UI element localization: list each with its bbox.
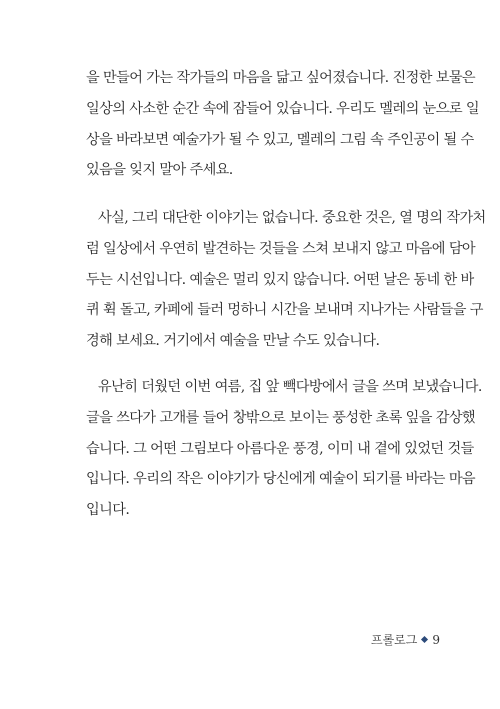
paragraph-line: 사실, 그리 대단한 이야기는 없습니다. 중요한 것은, 열 명의 작가처 <box>98 210 486 226</box>
diamond-bullet-icon <box>421 636 428 643</box>
paragraph-line: 퀴 휙 돌고, 카페에 들러 멍하니 시간을 보내며 지나가는 사람들을 구 <box>86 302 483 319</box>
paragraph-3 <box>86 372 482 526</box>
paragraph-line: 습니다. 그 어떤 그림보다 아름다운 풍경, 이미 내 곁에 있었던 것들 <box>86 440 474 457</box>
paragraph-line: 글을 쓰다가 고개를 들어 창밖으로 보이는 풍성한 초록 잎을 감상했 <box>86 409 476 426</box>
page-number: 9 <box>432 632 440 647</box>
paragraph-line: 입니다. 우리의 작은 이야기가 당신에게 예술이 되기를 바라는 마음 <box>86 471 476 488</box>
paragraph-line: 두는 시선입니다. 예술은 멀리 있지 않습니다. 어떤 날은 동네 한 바 <box>86 271 474 288</box>
page-footer <box>371 631 440 648</box>
paragraph-line: 경해 보세요. 거기에서 예술을 만날 수도 있습니다. <box>86 333 380 350</box>
paragraph-1 <box>86 63 479 186</box>
paragraph-line: 럼 일상에서 우연히 발견하는 것들을 스쳐 보내지 않고 마음에 담아 <box>86 240 476 257</box>
paragraph-2 <box>86 203 486 357</box>
paragraph-line: 을 만들어 가는 작가들의 마음을 닮고 싶어졌습니다. 진정한 보물은 <box>86 70 476 86</box>
paragraph-line: 입니다. <box>86 502 130 519</box>
paragraph-line: 유난히 더웠던 이번 여름, 집 앞 빽다방에서 글을 쓰며 보냈습니다. <box>98 379 482 395</box>
paragraph-line: 있음을 잊지 말아 주세요. <box>86 162 233 179</box>
paragraph-line: 일상의 사소한 순간 속에 잠들어 있습니다. 우리도 멜레의 눈으로 일 <box>86 100 479 117</box>
paragraph-line: 상을 바라보면 예술가가 될 수 있고, 멜레의 그림 속 주인공이 될 수 <box>86 131 474 148</box>
section-title: 프롤로그 <box>370 633 418 647</box>
